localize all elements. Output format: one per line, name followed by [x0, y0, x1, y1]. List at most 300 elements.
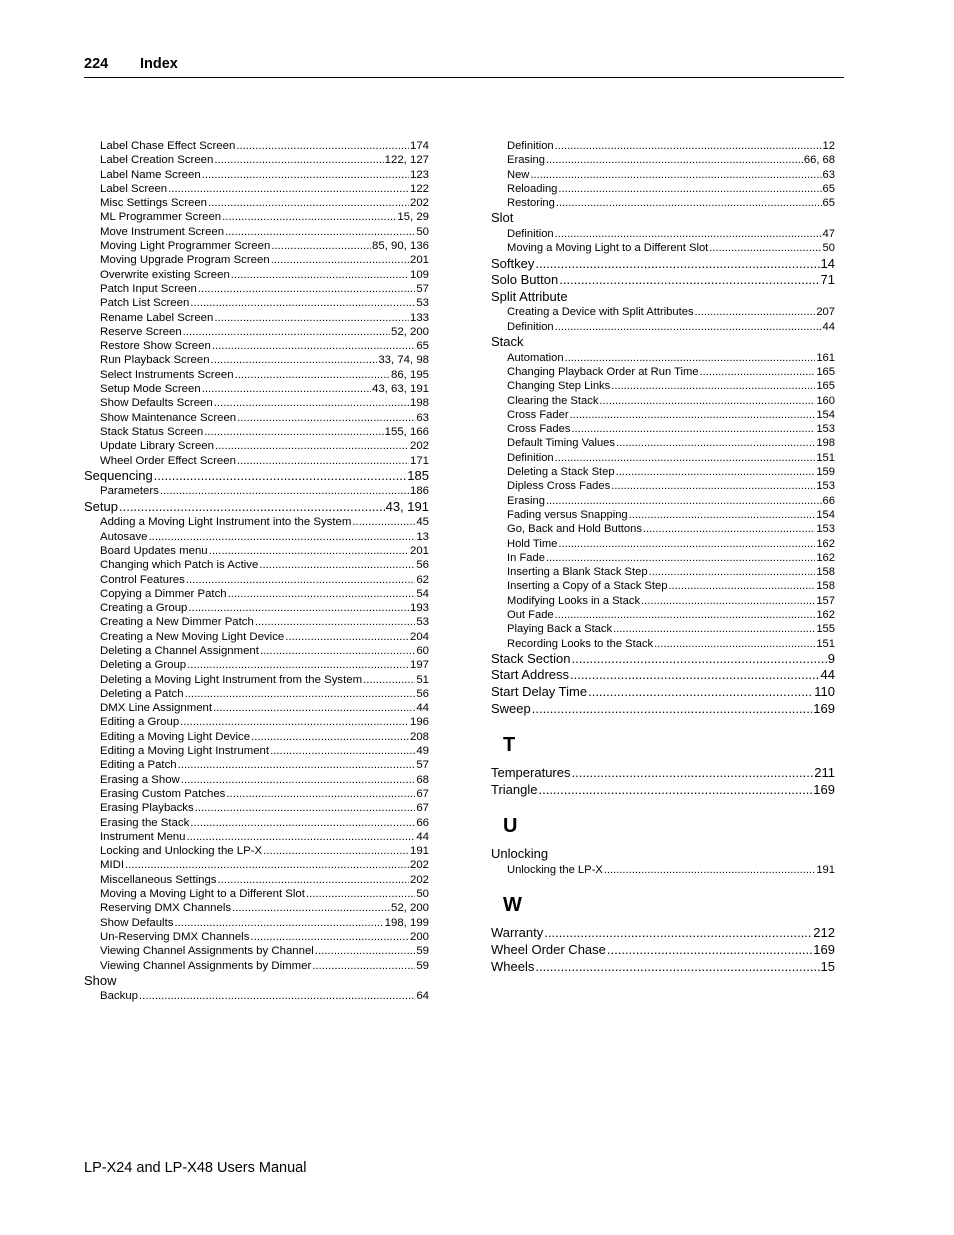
entry-page-ref: 44: [416, 702, 429, 715]
entry-term: Deleting a Stack Step: [507, 466, 615, 479]
dot-leader: [532, 701, 813, 718]
index-entry: [491, 765, 835, 782]
entry-term: Wheel Order Effect Screen: [100, 454, 236, 467]
entry-term: Moving a Moving Light to a Different Slot: [100, 888, 305, 901]
dot-leader: [544, 925, 812, 942]
entry-term: Playing Back a Stack: [507, 623, 613, 636]
index-subentry: [84, 858, 429, 872]
index-subentry: [491, 637, 835, 651]
index-subentry: [84, 701, 429, 715]
dot-leader: [668, 579, 815, 593]
index-subentry: [84, 425, 429, 439]
index-subentry: [491, 594, 835, 608]
index-subentry: [84, 325, 429, 339]
dot-leader: [546, 551, 815, 565]
index-subentry: [84, 396, 429, 410]
entry-term: Viewing Channel Assignments by Channel: [100, 945, 314, 958]
entry-page-ref: 68: [416, 773, 429, 786]
dot-leader: [555, 320, 822, 334]
index-subentry: [84, 773, 429, 787]
entry-term: Fading versus Snapping: [507, 508, 628, 521]
entry-page-ref: 71: [820, 272, 835, 288]
dot-leader: [154, 468, 407, 485]
dot-leader: [555, 451, 816, 465]
entry-page-ref: 196: [409, 716, 429, 729]
index-entry: [491, 942, 835, 959]
index-entry: [491, 782, 835, 799]
dot-leader: [260, 644, 415, 658]
index-subentry: [491, 227, 835, 241]
dot-leader: [185, 687, 416, 701]
entry-page-ref: 174: [409, 140, 429, 152]
entry-page-ref: 57: [416, 759, 429, 772]
dot-leader: [235, 368, 390, 382]
entry-page-ref: 63: [416, 411, 429, 424]
index-subentry: [491, 241, 835, 255]
dot-leader: [139, 989, 415, 1003]
index-subentry: [84, 253, 429, 267]
entry-term: Start Address: [491, 667, 570, 683]
entry-page-ref: 44: [416, 830, 429, 843]
entry-page-ref: 50: [822, 242, 835, 255]
index-entry: [491, 272, 835, 289]
entry-page-ref: 198: [816, 437, 835, 450]
entry-page-ref: 66: [416, 816, 429, 829]
dot-leader: [190, 816, 415, 830]
dot-leader: [228, 587, 416, 601]
entry-term: Locking and Unlocking the LP-X: [100, 845, 263, 858]
entry-term: DMX Line Assignment: [100, 702, 213, 715]
index-heading: Stack: [491, 334, 524, 350]
index-entry: [491, 667, 835, 684]
entry-page-ref: 165: [816, 365, 835, 378]
index-subentry: [491, 182, 835, 196]
entry-term: Sequencing: [84, 467, 153, 483]
entry-term: Erasing Playbacks: [100, 802, 194, 815]
dot-leader: [616, 436, 815, 450]
index-heading: Slot: [491, 210, 514, 226]
index-subentry: [84, 844, 429, 858]
dot-leader: [251, 730, 409, 744]
entry-term: Miscellaneous Settings: [100, 873, 217, 886]
entry-page-ref: 44: [820, 667, 835, 683]
entry-page-ref: 202: [409, 440, 429, 453]
dot-leader: [538, 782, 812, 799]
entry-term: Erasing Custom Patches: [100, 787, 226, 800]
dot-leader: [572, 651, 827, 668]
entry-term: Creating a New Dimmer Patch: [100, 616, 254, 629]
entry-term: Control Features: [100, 573, 185, 586]
entry-page-ref: 86, 195: [390, 368, 429, 381]
entry-term: Sweep: [491, 700, 531, 716]
dot-leader: [212, 339, 416, 353]
dot-leader: [160, 484, 409, 498]
entry-term: Changing Step Links: [507, 380, 611, 393]
entry-page-ref: 211: [814, 765, 835, 781]
index-subentry: [84, 153, 429, 167]
entry-term: Deleting a Group: [100, 659, 187, 672]
entry-term: Reloading: [507, 182, 558, 195]
entry-term: Creating a Device with Split Attributes: [507, 306, 694, 319]
entry-term: Inserting a Blank Stack Step: [507, 566, 648, 579]
index-subentry: [491, 494, 835, 508]
index-subentry: [84, 816, 429, 830]
dot-leader: [215, 439, 409, 453]
entry-page-ref: 197: [409, 659, 429, 672]
index-subentry: [491, 579, 835, 593]
entry-term: Label Chase Effect Screen: [100, 140, 236, 152]
index-subentry: [84, 339, 429, 353]
entry-page-ref: 212: [813, 925, 835, 941]
entry-term: Warranty: [491, 925, 544, 941]
index-entry: [491, 925, 835, 942]
entry-page-ref: 169: [813, 781, 835, 797]
index-subentry: [84, 454, 429, 468]
dot-leader: [535, 959, 819, 976]
entry-page-ref: 151: [816, 637, 835, 650]
entry-term: Creating a New Moving Light Device: [100, 630, 285, 643]
index-subentry: [84, 873, 429, 887]
dot-leader: [629, 508, 816, 522]
dot-leader: [187, 658, 409, 672]
entry-term: Definition: [507, 140, 554, 152]
index-subentry: [491, 351, 835, 365]
index-subentry: [84, 196, 429, 210]
dot-leader: [709, 241, 821, 255]
index-subentry: [84, 989, 429, 1003]
index-subentry: [84, 744, 429, 758]
dot-leader: [571, 422, 815, 436]
entry-term: Instrument Menu: [100, 830, 186, 843]
entry-page-ref: 171: [409, 454, 429, 467]
entry-term: Erasing: [507, 154, 545, 167]
index-subentry: [84, 353, 429, 367]
entry-term: Dipless Cross Fades: [507, 480, 611, 493]
entry-page-ref: 193: [409, 602, 429, 615]
entry-page-ref: 154: [816, 508, 835, 521]
dot-leader: [315, 944, 416, 958]
dot-leader: [218, 873, 409, 887]
entry-page-ref: 47: [822, 228, 835, 241]
entry-term: Cross Fader: [507, 408, 569, 421]
dot-leader: [616, 465, 816, 479]
entry-term: Unlocking the LP-X: [507, 864, 603, 877]
dot-leader: [643, 522, 815, 536]
entry-term: Moving Upgrade Program Screen: [100, 254, 270, 267]
entry-page-ref: 200: [409, 930, 429, 943]
entry-term: ML Programmer Screen: [100, 211, 222, 224]
entry-term: Restore Show Screen: [100, 340, 211, 353]
dot-leader: [255, 615, 416, 629]
index-subentry: [491, 153, 835, 167]
index-subentry: [84, 530, 429, 544]
index-subentry: [84, 268, 429, 282]
entry-page-ref: 67: [416, 802, 429, 815]
entry-term: Copying a Dimmer Patch: [100, 587, 227, 600]
entry-term: Changing which Patch is Active: [100, 559, 259, 572]
index-subentry: [491, 422, 835, 436]
index-entry: [491, 684, 835, 701]
index-entry: [84, 468, 429, 485]
dot-leader: [312, 959, 415, 973]
dot-leader: [237, 454, 409, 468]
entry-page-ref: 43, 191: [385, 498, 429, 514]
entry-page-ref: 191: [409, 845, 429, 858]
dot-leader: [599, 394, 815, 408]
index-heading: Unlocking: [491, 846, 549, 862]
index-subentry: [84, 382, 429, 396]
entry-term: Definition: [507, 228, 554, 241]
index-subentry: [491, 508, 835, 522]
entry-term: Modifying Looks in a Stack: [507, 594, 641, 607]
page-header: [84, 55, 844, 78]
index-subentry: [491, 522, 835, 536]
dot-leader: [613, 622, 815, 636]
index-letter-heading: T: [503, 734, 516, 757]
entry-term: Board Updates menu: [100, 544, 208, 557]
entry-page-ref: 153: [816, 423, 835, 436]
index-column-left: [84, 139, 429, 1004]
entry-term: Setup Mode Screen: [100, 383, 201, 396]
entry-term: Show Maintenance Screen: [100, 411, 237, 424]
dot-leader: [700, 365, 816, 379]
dot-leader: [202, 382, 371, 396]
entry-term: Editing a Group: [100, 716, 180, 729]
index-subentry: [84, 758, 429, 772]
index-subentry: [84, 573, 429, 587]
index-subentry: [84, 730, 429, 744]
entry-term: Clearing the Stack: [507, 394, 599, 407]
dot-leader: [178, 758, 416, 772]
index-subentry: [84, 959, 429, 973]
entry-page-ref: 15, 29: [397, 211, 429, 224]
index-heading: Split Attribute: [491, 288, 568, 304]
index-subentry: [491, 408, 835, 422]
entry-page-ref: 202: [409, 197, 429, 210]
entry-page-ref: 204: [409, 630, 429, 643]
dot-leader: [546, 494, 822, 508]
entry-page-ref: 60: [416, 644, 429, 657]
index-subentry: [491, 305, 835, 319]
index-subentry: [84, 715, 429, 729]
entry-term: Recording Looks to the Stack: [507, 637, 654, 650]
entry-page-ref: 153: [816, 480, 835, 493]
entry-term: Deleting a Moving Light Instrument from the System: [100, 673, 363, 686]
entry-term: In Fade: [507, 551, 545, 564]
entry-page-ref: 13: [416, 530, 429, 543]
entry-term: Erasing a Show: [100, 773, 180, 786]
entry-term: Editing a Moving Light Instrument: [100, 745, 270, 758]
dot-leader: [285, 630, 409, 644]
index-subentry: [491, 622, 835, 636]
dot-leader: [555, 227, 822, 241]
entry-term: Automation: [507, 351, 564, 364]
entry-term: Moving a Moving Light to a Different Slot: [507, 242, 709, 255]
dot-leader: [180, 715, 409, 729]
entry-page-ref: 109: [409, 268, 429, 281]
dot-leader: [259, 558, 415, 572]
index-subentry: [84, 601, 429, 615]
entry-page-ref: 54: [416, 587, 429, 600]
dot-leader: [570, 408, 816, 422]
index-subentry: [84, 311, 429, 325]
index-subentry: [491, 451, 835, 465]
entry-page-ref: 65: [822, 182, 835, 195]
entry-term: Definition: [507, 320, 554, 333]
entry-page-ref: 161: [816, 351, 835, 364]
entry-term: Go, Back and Hold Buttons: [507, 523, 642, 536]
dot-leader: [546, 153, 803, 167]
dot-leader: [649, 565, 816, 579]
entry-page-ref: 14: [820, 255, 835, 271]
index-subentry: [491, 168, 835, 182]
entry-term: Temperatures: [491, 765, 571, 781]
dot-leader: [695, 305, 816, 319]
entry-term: Default Timing Values: [507, 437, 615, 450]
entry-page-ref: 165: [816, 380, 835, 393]
index-subentry: [84, 139, 429, 153]
dot-leader: [558, 537, 815, 551]
dot-leader: [232, 901, 390, 915]
index-subentry: [84, 687, 429, 701]
index-subentry: [491, 320, 835, 334]
dot-leader: [149, 530, 416, 544]
index-subentry: [84, 411, 429, 425]
dot-leader: [363, 673, 415, 687]
entry-term: Move Instrument Screen: [100, 225, 225, 238]
dot-leader: [571, 765, 813, 782]
entry-page-ref: 65: [822, 197, 835, 210]
entry-term: Adding a Moving Light Instrument into the System: [100, 516, 352, 529]
index-subentry: [84, 830, 429, 844]
entry-term: Label Creation Screen: [100, 154, 214, 167]
dot-leader: [119, 499, 385, 516]
entry-term: Un-Reserving DMX Channels: [100, 930, 250, 943]
entry-term: Show Defaults Screen: [100, 397, 213, 410]
entry-term: Overwrite existing Screen: [100, 268, 230, 281]
entry-page-ref: 66: [822, 494, 835, 507]
index-subentry: [84, 544, 429, 558]
entry-page-ref: 50: [416, 225, 429, 238]
entry-page-ref: 57: [416, 282, 429, 295]
index-subentry: [491, 479, 835, 493]
entry-page-ref: 154: [816, 408, 835, 421]
dot-leader: [202, 168, 409, 182]
entry-page-ref: 51: [416, 673, 429, 686]
entry-term: Erasing the Stack: [100, 816, 190, 829]
dot-leader: [183, 325, 390, 339]
section-title: Index: [140, 56, 178, 72]
index-entry: [491, 959, 835, 976]
index-subentry: [84, 901, 429, 915]
entry-page-ref: 59: [416, 945, 429, 958]
index-subentry: [491, 394, 835, 408]
dot-leader: [211, 353, 378, 367]
entry-page-ref: 56: [416, 559, 429, 572]
dot-leader: [271, 253, 409, 267]
dot-leader: [214, 396, 409, 410]
dot-leader: [556, 196, 822, 210]
entry-term: Moving Light Programmer Screen: [100, 240, 271, 253]
entry-term: Out Fade: [507, 608, 554, 621]
dot-leader: [263, 844, 409, 858]
index-subentry: [84, 887, 429, 901]
index-letter-heading: W: [503, 894, 522, 917]
entry-page-ref: 110: [814, 684, 835, 700]
index-entry: [491, 701, 835, 718]
dot-leader: [611, 379, 815, 393]
page-number: 224: [84, 56, 109, 72]
entry-term: Label Name Screen: [100, 168, 201, 181]
dot-leader: [352, 515, 415, 529]
entry-term: Patch Input Screen: [100, 282, 197, 295]
entry-page-ref: 85, 90, 136: [371, 240, 429, 253]
index-subentry: [84, 930, 429, 944]
entry-term: Cross Fades: [507, 423, 571, 436]
entry-page-ref: 201: [409, 254, 429, 267]
entry-page-ref: 198, 199: [384, 916, 429, 929]
entry-page-ref: 66, 68: [803, 154, 835, 167]
dot-leader: [213, 701, 415, 715]
dot-leader: [559, 272, 819, 289]
entry-page-ref: 202: [409, 859, 429, 872]
index-subentry: [84, 801, 429, 815]
entry-term: Autosave: [100, 530, 148, 543]
entry-page-ref: 169: [813, 941, 835, 957]
entry-term: Misc Settings Screen: [100, 197, 207, 210]
index-heading: Show: [84, 972, 117, 988]
index-subentry: [84, 168, 429, 182]
dot-leader: [236, 139, 409, 153]
dot-leader: [186, 573, 415, 587]
entry-term: Deleting a Patch: [100, 687, 184, 700]
dot-leader: [271, 239, 371, 253]
dot-leader: [558, 182, 821, 196]
entry-term: Run Playback Screen: [100, 354, 210, 367]
entry-term: Stack Status Screen: [100, 425, 204, 438]
entry-term: Select Instruments Screen: [100, 368, 234, 381]
entry-page-ref: 9: [827, 650, 835, 666]
dot-leader: [555, 608, 816, 622]
dot-leader: [195, 801, 416, 815]
index-subentry: [84, 587, 429, 601]
entry-term: Parameters: [100, 485, 159, 498]
entry-term: Update Library Screen: [100, 440, 214, 453]
index-subentry: [491, 551, 835, 565]
entry-page-ref: 53: [416, 297, 429, 310]
dot-leader: [181, 773, 416, 787]
dot-leader: [174, 916, 383, 930]
index-entry: [491, 256, 835, 273]
entry-page-ref: 122, 127: [384, 154, 429, 167]
entry-page-ref: 169: [813, 700, 835, 716]
index-subentry: [84, 944, 429, 958]
entry-page-ref: 162: [816, 537, 835, 550]
entry-page-ref: 123: [409, 168, 429, 181]
entry-page-ref: 159: [816, 466, 835, 479]
entry-page-ref: 162: [816, 551, 835, 564]
entry-page-ref: 65: [416, 340, 429, 353]
entry-page-ref: 198: [409, 397, 429, 410]
entry-page-ref: 53: [416, 616, 429, 629]
entry-term: Changing Playback Order at Run Time: [507, 365, 699, 378]
entry-page-ref: 191: [816, 864, 835, 877]
entry-term: Erasing: [507, 494, 545, 507]
entry-term: Triangle: [491, 781, 538, 797]
dot-leader: [214, 311, 409, 325]
index-subentry: [84, 558, 429, 572]
entry-page-ref: 43, 63, 191: [371, 383, 429, 396]
